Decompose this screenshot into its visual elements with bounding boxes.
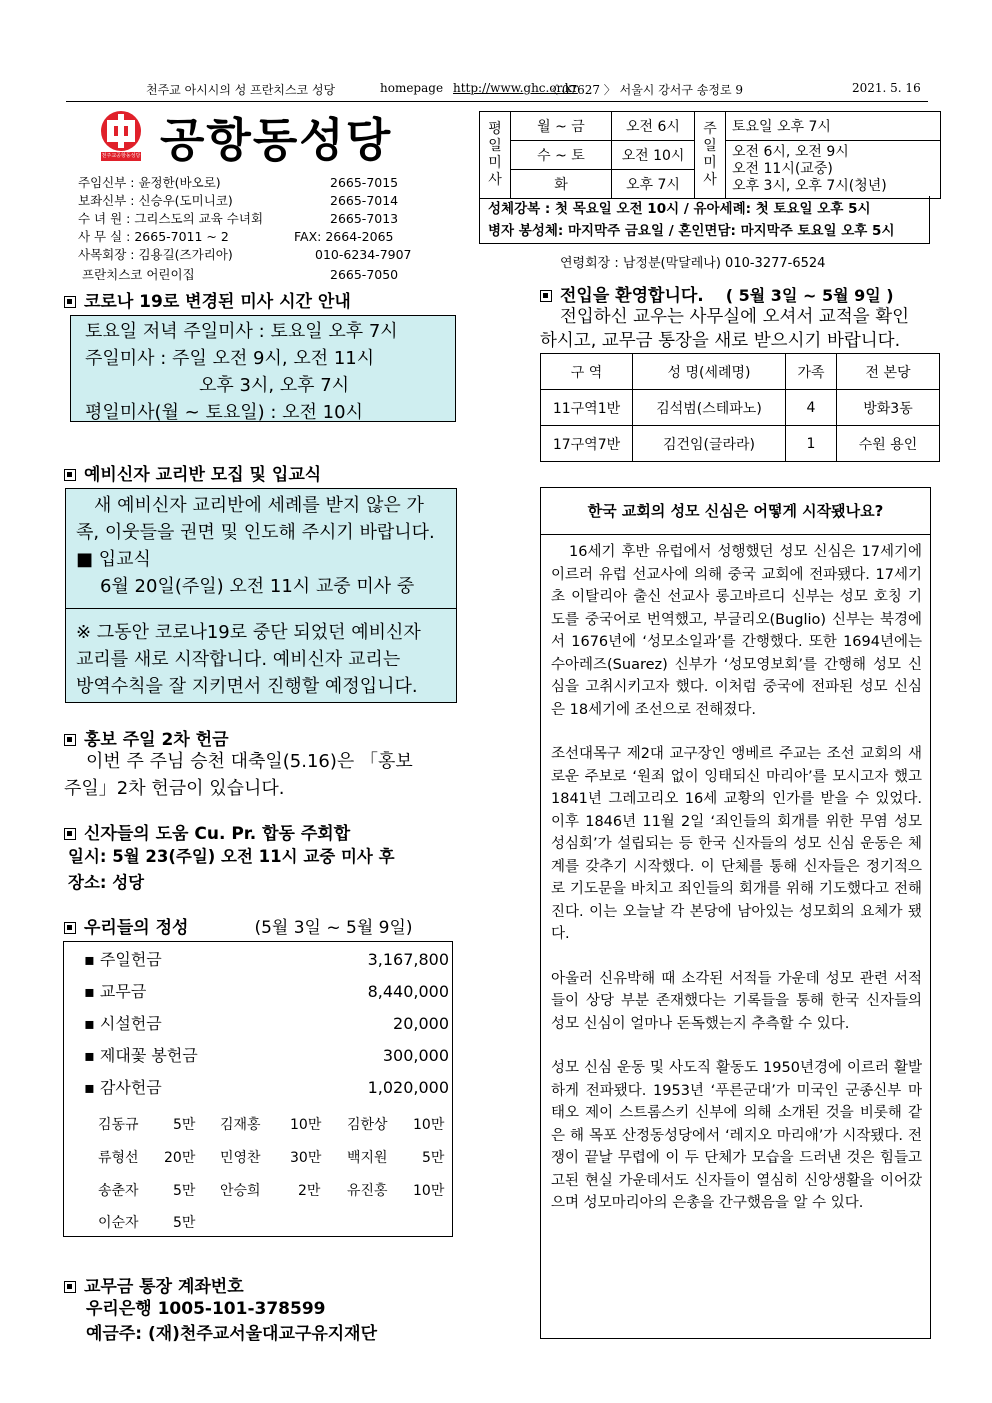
- article-box: [540, 487, 931, 1339]
- cupr-details: 일시: 5월 23(주일) 오전 11시 교중 미사 후 장소: 성당: [68, 847, 395, 892]
- homepage-label: homepage: [380, 81, 444, 95]
- covid-line: 주일미사 : 주일 오전 9시, 오전 11시: [85, 348, 375, 369]
- covid-line: 토요일 저녁 주일미사 : 토요일 오후 7시: [85, 321, 398, 342]
- promo-text: 이번 주 주님 승천 대축일(5.16)은 「홍보 주일」2차 헌금이 있습니다.: [64, 751, 413, 799]
- mass-day: 월 ~ 금: [511, 112, 612, 141]
- catechumen-heading: 예비신자 교리반 모집 및 입교식: [64, 460, 321, 485]
- staff-row: 수 녀 원 : 그리스도의 교육 수녀회 2665-7013: [78, 211, 399, 226]
- covid-box: [70, 315, 456, 422]
- church-logo: [97, 110, 145, 162]
- sacrament-notice: [479, 196, 930, 244]
- table-row: 17구역7반 김건임(글라라) 1 수원 용인: [541, 426, 940, 462]
- sunday-mass-label: 주일미사: [695, 112, 726, 199]
- homepage-link[interactable]: http://www.ghc.or.kr: [453, 81, 578, 95]
- mass-time: 오후 7시: [612, 170, 695, 199]
- article-paragraph: 아울러 신유박해 때 소각된 서적들 가운데 성모 관련 서적들이 상당 부분 존재했다는 기록들을 통해 한국 신자들의 성모 신심이 얼마나 돈독했는지 추측할 수 있다.: [551, 970, 922, 1032]
- offerings-box: ▪ 주일헌금 3,167,800 ▪ 교무금 8,440,000 ▪ 시설헌금 20,000 ▪ 제대꽃 봉헌금 300,000 ▪ 감사헌금 1,020,000 김동규 5만 김재홍 10만 김한상 10만 류형선 20만 민영찬 30만 백지원 5만 송춘자 5만 안승희 2만 유진홍 10만 이순자 5만: [63, 941, 453, 1237]
- weekday-mass-label: 평일미사: [480, 112, 511, 199]
- mass-day: 수 ~ 토: [511, 141, 612, 170]
- welcome-heading: 전입을 환영합니다. ( 5월 3일 ~ 5월 9일 ): [540, 281, 894, 306]
- mass-time-table: [479, 111, 941, 199]
- covid-line: 오후 3시, 오후 7시: [199, 375, 350, 396]
- article-title: 한국 교회의 성모 신심은 어떻게 시작됐나요?: [541, 488, 930, 535]
- square-bullet-icon: [64, 734, 76, 746]
- mass-day: 화: [511, 170, 612, 199]
- offerings-heading: 우리들의 정성 (5월 3일 ~ 5월 9일): [64, 913, 413, 938]
- parish-name: 천주교 아시시의 성 프란치스코 성당: [146, 83, 336, 97]
- promo-heading: 홍보 주일 2차 헌금: [64, 725, 229, 750]
- offering-item: ▪ 제대꽃 봉헌금 300,000: [84, 1046, 449, 1065]
- square-bullet-icon: [64, 922, 76, 934]
- offering-item: ▪ 교무금 8,440,000: [84, 982, 449, 1001]
- staff-row: 보좌신부 : 신승우(도미니코) 2665-7014: [78, 193, 399, 208]
- offering-item: ▪ 감사헌금 1,020,000: [84, 1078, 449, 1097]
- table-row: 11구역1반 김석범(스테파노) 4 방화3동: [541, 390, 940, 426]
- welcome-text: 하시고, 교무금 통장을 새로 받으시기 바랍니다.: [540, 331, 901, 351]
- federation-contact: 연령회장 : 남정분(막달레나) 010-3277-6524: [560, 256, 826, 271]
- square-bullet-icon: [64, 296, 76, 308]
- account-details: 우리은행 1005-101-378599 예금주: (재)천주교서울대교구유지재단: [86, 1299, 378, 1344]
- staff-list: [78, 174, 412, 284]
- covid-line: 평일미사(월 ~ 토요일) : 오전 10시: [85, 402, 363, 423]
- article-paragraph: 16세기 후반 유럽에서 성행했던 성모 신심은 17세기에 이르러 유럽 선교사에 의해 중국 교회에 전파됐다. 17세기 초 이탈리아 출신 선교사 롱고바르디 신부는 성모 호칭 기도를 중국어로 번역했고, 부글리오(Buglio) 신부는 북경에서 1676년에 ‘성모소일과’를 간행했다. 또한 1694년에는 수아레즈(Suarez) 신부가 ‘성모영보회’를 간행해 성모 신심을 고취시키고자 했다. 이처럼 중국에 전파된 성모 신심은 18세기에 조선으로 전해졌다.: [551, 544, 922, 718]
- catechumen-box: 새 예비신자 교리반에 세례를 받지 않은 가 족, 이웃들을 권면 및 인도해 주시기 바랍니다. ■ 입교식 6월 20일(주일) 오전 11시 교중 미사 중: [65, 488, 457, 609]
- staff-row: 주임신부 : 윤정한(바오로) 2665-7015: [78, 175, 399, 190]
- account-heading: 교무금 통장 계좌번호: [64, 1272, 244, 1297]
- staff-row: 사 무 실 : 2665-7011 ~ 2 FAX: 2664-2065: [78, 229, 394, 244]
- page-title: 공항동성당: [160, 113, 393, 167]
- square-bullet-icon: [64, 828, 76, 840]
- staff-row: 사목회장 : 김용길(즈가리아) 010-6234-7907: [78, 247, 412, 262]
- square-bullet-icon: [540, 290, 552, 302]
- welcome-text: 전입하신 교우는 사무실에 오셔서 교적을 확인: [560, 307, 910, 327]
- catechumen-note: ※ 그동안 코로나19로 중단 되었던 예비신자 교리를 새로 시작합니다. 예비신자 교리는 방역수칙을 잘 지키면서 진행할 예정입니다.: [65, 608, 457, 703]
- offering-item: ▪ 시설헌금 20,000: [84, 1014, 449, 1033]
- sunday-mass-times: 오전 6시, 오전 9시 오전 11시(교중) 오후 3시, 오후 7시(청년): [726, 141, 941, 199]
- article-body: [541, 535, 930, 1215]
- article-paragraph: 조선대목구 제2대 교구장인 앵베르 주교는 조선 교회의 새로운 주보로 ‘원죄 없이 잉태되신 마리아’를 모시고자 했고 1841년 그레고리오 16세 교황의 인가를 받을 수 있었다. 이후 1846년 11월 2일 ‘죄인들의 회개를 위한 무염 성모 성심회’가 설립되는 등 한국 신자들의 성모 신심 운동은 체계를 갖추기 시작했다. 이 단체를 통해 신자들은 정기적으로 기도문을 바치고 죄인들의 회개를 위해 기도했다고 전해진다. 이는 오늘날 각 본당에 남아있는 성모회의 요체가 됐다.: [551, 746, 922, 942]
- address: 〈 07627 〉 서울시 강서구 송정로 9: [546, 83, 744, 97]
- newcomer-table: [540, 353, 940, 462]
- cupr-heading: 신자들의 도움 Cu. Pr. 합동 주회합: [64, 819, 350, 844]
- square-bullet-icon: [64, 469, 76, 481]
- article-paragraph: 성모 신심 운동 및 사도직 활동도 1950년경에 이르러 활발하게 전파됐다. 1953년 ‘푸른군대’가 미국인 군종신부 마태오 제이 스트롬스키 신부에 의해 소개된 것을 비롯해 같은 해 목포 산정동성당에서 ‘레지오 마리애’가 시작됐다. 전쟁이 끝날 무렵에 이 두 단체가 모습을 드러낸 것은 힘들고 고된 현실 가운데서도 신자들이 열심히 신앙생활을 이어갔으며 성모마리아의 은총을 간구했음을 알 수 있다.: [551, 1060, 922, 1211]
- mass-time: 오전 10시: [612, 141, 695, 170]
- issue-date: 2021. 5. 16: [852, 81, 921, 95]
- notice-line: 병자 봉성체: 마지막주 금요일 / 혼인면담: 마지막주 토요일 오후 5시: [488, 223, 895, 239]
- notice-line: 성체강복 : 첫 목요일 오전 10시 / 유아세례: 첫 토요일 오후 5시: [488, 201, 871, 217]
- mass-time: 오전 6시: [612, 112, 695, 141]
- covid-heading: 코로나 19로 변경된 미사 시간 안내: [64, 287, 351, 312]
- sunday-mass-time: 토요일 오후 7시: [726, 112, 941, 141]
- table-header-row: 구 역 성 명(세례명) 가족 전 본당: [541, 354, 940, 390]
- square-bullet-icon: [64, 1281, 76, 1293]
- header-line: [66, 81, 928, 102]
- offering-item: ▪ 주일헌금 3,167,800: [84, 950, 449, 969]
- logo-caption: 천주교공항동성당: [101, 153, 141, 159]
- staff-row: 프란치스코 어린이집 2665-7050: [82, 267, 399, 282]
